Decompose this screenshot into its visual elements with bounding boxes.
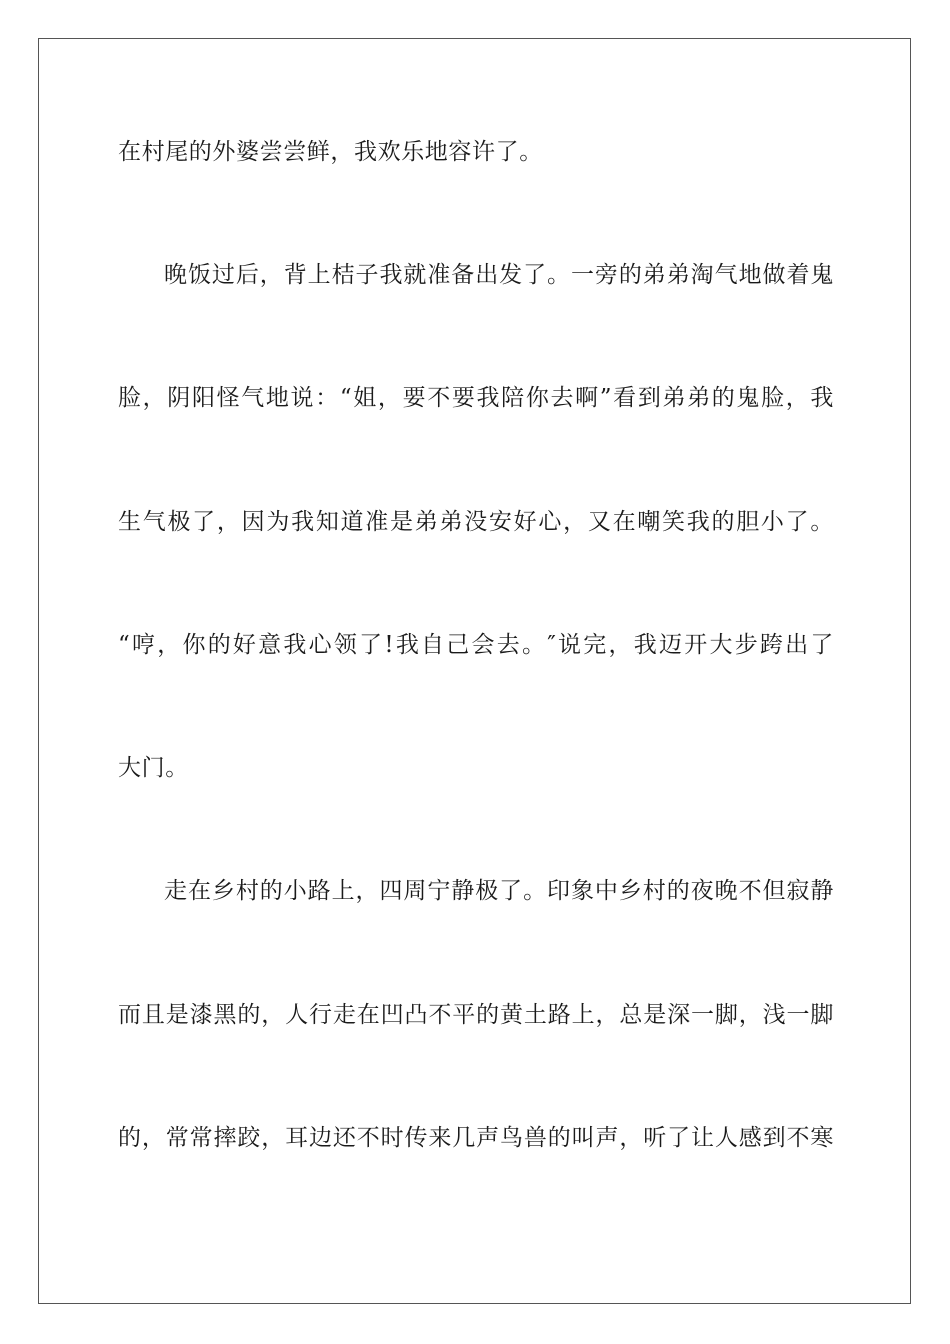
- text-line-6: 大门。: [118, 755, 189, 781]
- text-line-5: “哼，你的好意我心领了!我自己会去。″说完，我迈开大步跨出了: [118, 632, 834, 658]
- page-border: [38, 38, 911, 1304]
- text-line-4: 生气极了，因为我知道准是弟弟没安好心，又在嘲笑我的胆小了。: [118, 509, 834, 535]
- text-line-1: 在村尾的外婆尝尝鲜，我欢乐地容许了。: [118, 139, 543, 165]
- text-line-3: 脸，阴阳怪气地说：“姐，要不要我陪你去啊”看到弟弟的鬼脸，我: [118, 385, 834, 411]
- text-line-8: 而且是漆黑的，人行走在凹凸不平的黄土路上，总是深一脚，浅一脚: [118, 1002, 834, 1028]
- text-line-9: 的，常常摔跤，耳边还不时传来几声鸟兽的叫声，听了让人感到不寒: [118, 1125, 834, 1151]
- text-line-2: 晚饭过后，背上桔子我就准备出发了。一旁的弟弟淘气地做着鬼: [164, 262, 834, 288]
- text-line-7: 走在乡村的小路上，四周宁静极了。印象中乡村的夜晚不但寂静: [164, 878, 834, 904]
